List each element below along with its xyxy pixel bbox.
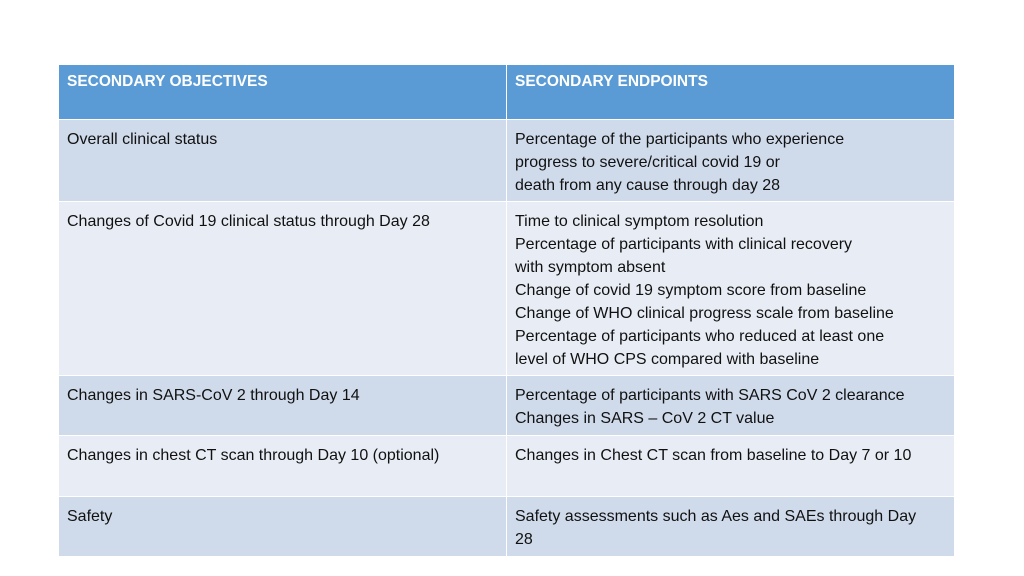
endpoint-cell: Percentage of the participants who experience progress to severe/critical covid 19 or death from any cause through day 28 — [507, 120, 955, 202]
objectives-endpoints-table — [58, 64, 955, 557]
objective-cell: Changes in SARS-CoV 2 through Day 14 — [59, 376, 507, 436]
endpoint-cell: Percentage of participants with SARS CoV 2 clearance Changes in SARS – CoV 2 CT value — [507, 376, 955, 436]
header-secondary-endpoints: SECONDARY ENDPOINTS — [507, 65, 955, 120]
table-row — [59, 376, 955, 436]
table-row — [59, 202, 955, 376]
header-secondary-objectives: SECONDARY OBJECTIVES — [59, 65, 507, 120]
table-row — [59, 120, 955, 202]
table-row — [59, 436, 955, 497]
endpoint-cell: Safety assessments such as Aes and SAEs through Day 28 — [507, 497, 955, 557]
table-header-row — [59, 65, 955, 120]
table-row — [59, 497, 955, 557]
endpoint-cell: Time to clinical symptom resolution Percentage of participants with clinical recovery with symptom absent Change of covid 19 symptom score from baseline Change of WHO clinical progress scale from baseline Percentage of participants who reduced at least one level of WHO CPS compared with baseline — [507, 202, 955, 376]
objective-cell: Changes of Covid 19 clinical status through Day 28 — [59, 202, 507, 376]
objective-cell: Safety — [59, 497, 507, 557]
objective-cell: Changes in chest CT scan through Day 10 (optional) — [59, 436, 507, 497]
objective-cell: Overall clinical status — [59, 120, 507, 202]
endpoint-cell: Changes in Chest CT scan from baseline to Day 7 or 10 — [507, 436, 955, 497]
